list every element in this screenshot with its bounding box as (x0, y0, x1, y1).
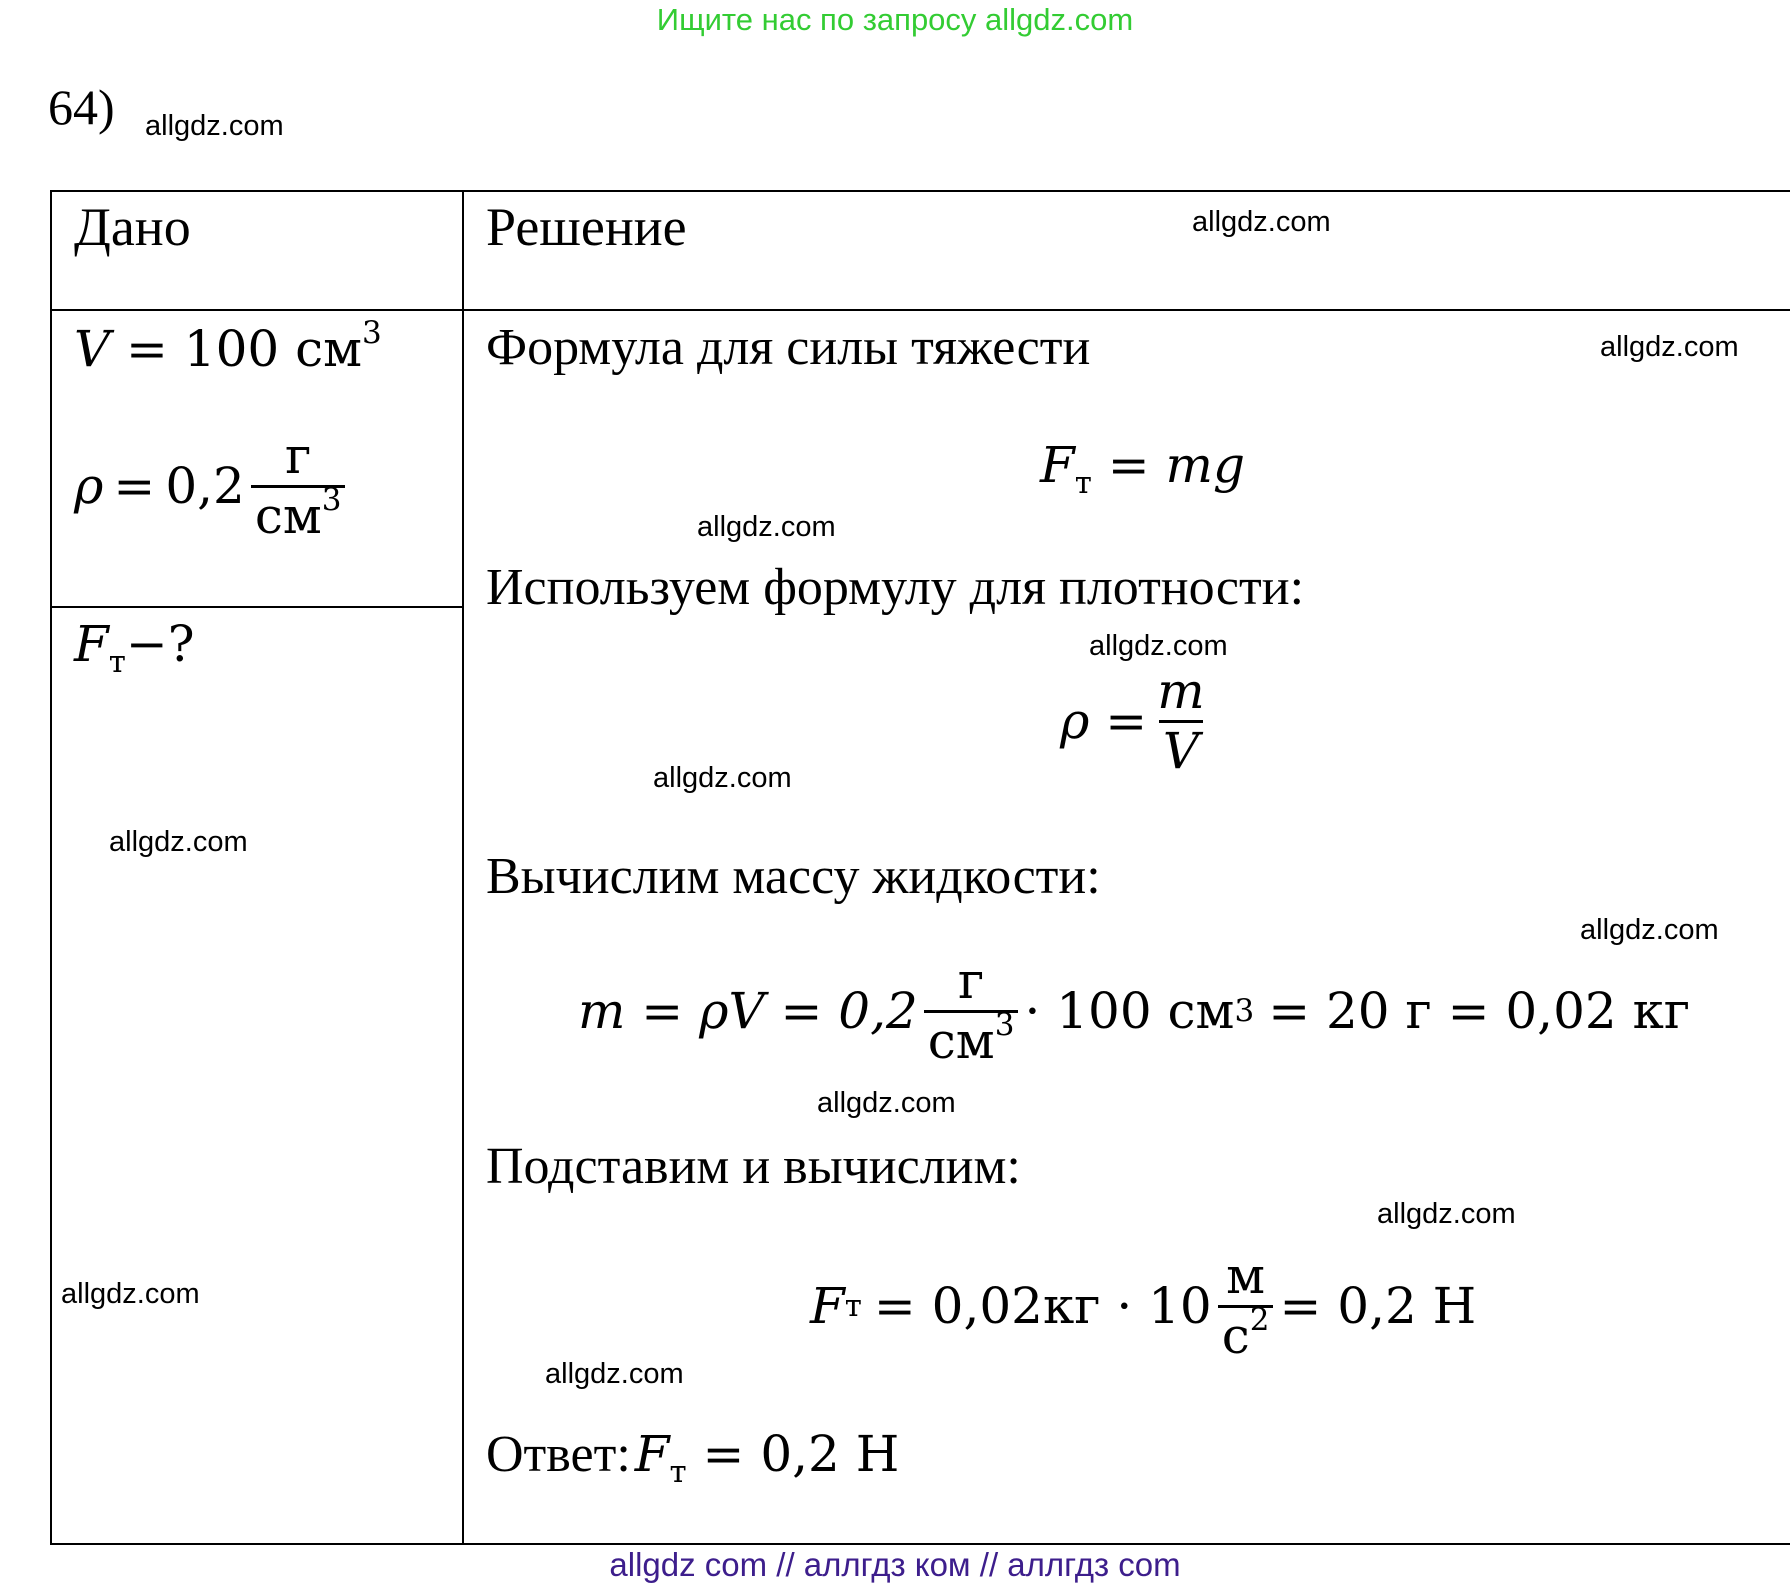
watermark: allgdz.com (697, 511, 836, 543)
mass-formula: m = ρV = 0,2 $\frac{г}{см^3}$ · 100 см 3 = 20 г = 0,02 кг (578, 952, 1691, 1070)
answer-lhs: F (634, 1425, 670, 1483)
solution-header: Решение (486, 197, 687, 257)
watermark: allgdz.com (1580, 914, 1719, 946)
force-unit-den: с (1221, 1306, 1250, 1365)
density-unit-den: см (254, 486, 322, 545)
find-quantity (74, 615, 195, 680)
force-unit-fraction (1218, 1247, 1274, 1365)
table-left-border (50, 190, 52, 1545)
given-header: Дано (74, 197, 191, 257)
density-unit-num: г (285, 427, 312, 485)
table-column-divider (462, 190, 464, 1545)
given-find-divider (50, 606, 464, 608)
mass-unit-num: г (958, 952, 985, 1010)
force-part-1: = 0,02кг · 10 (873, 1277, 1212, 1335)
solution-line-2: Используем формулу для плотности: (486, 559, 1305, 616)
watermark: allgdz.com (1377, 1198, 1516, 1230)
gravity-rhs: = mg (1107, 436, 1245, 494)
volume-symbol: V (74, 320, 111, 378)
table-bottom-border (50, 1543, 1790, 1545)
find-suffix: −? (125, 615, 195, 673)
mass-unit-den-exp: 3 (994, 1006, 1015, 1043)
mass-unit-den: см (927, 1011, 995, 1070)
watermark: allgdz.com (145, 110, 284, 142)
find-sub: т (108, 643, 126, 680)
density-unit-fraction (251, 427, 346, 545)
force-unit-den-exp: 2 (1249, 1301, 1270, 1338)
gravity-formula (1040, 436, 1245, 501)
watermark: allgdz.com (109, 826, 248, 858)
answer-line (486, 1425, 900, 1490)
answer-label: Ответ: (486, 1426, 631, 1483)
solution-line-3: Вычислим массу жидкости: (486, 848, 1101, 905)
volume-value: 100 см (183, 320, 363, 378)
density-formula (1060, 662, 1215, 780)
answer-rhs: = 0,2 Н (702, 1425, 900, 1483)
mass-part-3: = 20 г = 0,02 кг (1268, 982, 1691, 1040)
density-formula-den: V (1159, 720, 1203, 778)
watermark: allgdz.com (1192, 206, 1331, 238)
watermark: allgdz.com (1089, 630, 1228, 662)
force-unit-num: м (1226, 1247, 1266, 1305)
mass-part-2: · 100 см (1024, 982, 1235, 1040)
watermark: allgdz.com (817, 1087, 956, 1119)
gravity-sub: т (1074, 464, 1092, 501)
given-volume: V = 100 $см^3$ (74, 314, 382, 378)
density-unit-exp: 3 (321, 481, 342, 518)
density-formula-lhs: ρ = (1060, 692, 1148, 750)
force-lhs: F (810, 1277, 845, 1335)
volume-exp: 3 (362, 314, 382, 351)
watermark: allgdz.com (545, 1358, 684, 1390)
watermark: allgdz.com (653, 762, 792, 794)
watermark: allgdz.com (1600, 331, 1739, 363)
task-number: 64) (48, 79, 115, 135)
mass-unit-fraction (924, 952, 1019, 1070)
force-part-2: = 0,2 Н (1279, 1277, 1477, 1335)
top-banner: Ищите нас по запросу allgdz.com (656, 2, 1134, 37)
density-value: 0,2 (165, 457, 245, 515)
density-formula-fraction (1153, 662, 1208, 780)
density-symbol: ρ (74, 457, 104, 515)
solution-line-1: Формула для силы тяжести (486, 319, 1091, 376)
mass-part-1: m = ρV = 0,2 (578, 982, 918, 1040)
density-formula-num: m (1157, 662, 1205, 720)
footer: allgdz com // аллгдз ком // аллгдз com (609, 1546, 1181, 1583)
table-top-border (50, 190, 1790, 192)
gravity-lhs: F (1040, 436, 1075, 494)
answer-sub: т (669, 1453, 687, 1490)
table-header-divider (50, 309, 1790, 311)
watermark: allgdz.com (61, 1278, 200, 1310)
find-symbol: F (74, 615, 109, 673)
force-formula: F т = 0,02кг · 10 $\frac{м}{с^2}$ = 0,2 Н (810, 1247, 1477, 1365)
solution-line-4: Подставим и вычислим: (486, 1138, 1021, 1195)
given-density: ρ = 0,2 $\frac{г}{см^3}$ (74, 430, 351, 542)
